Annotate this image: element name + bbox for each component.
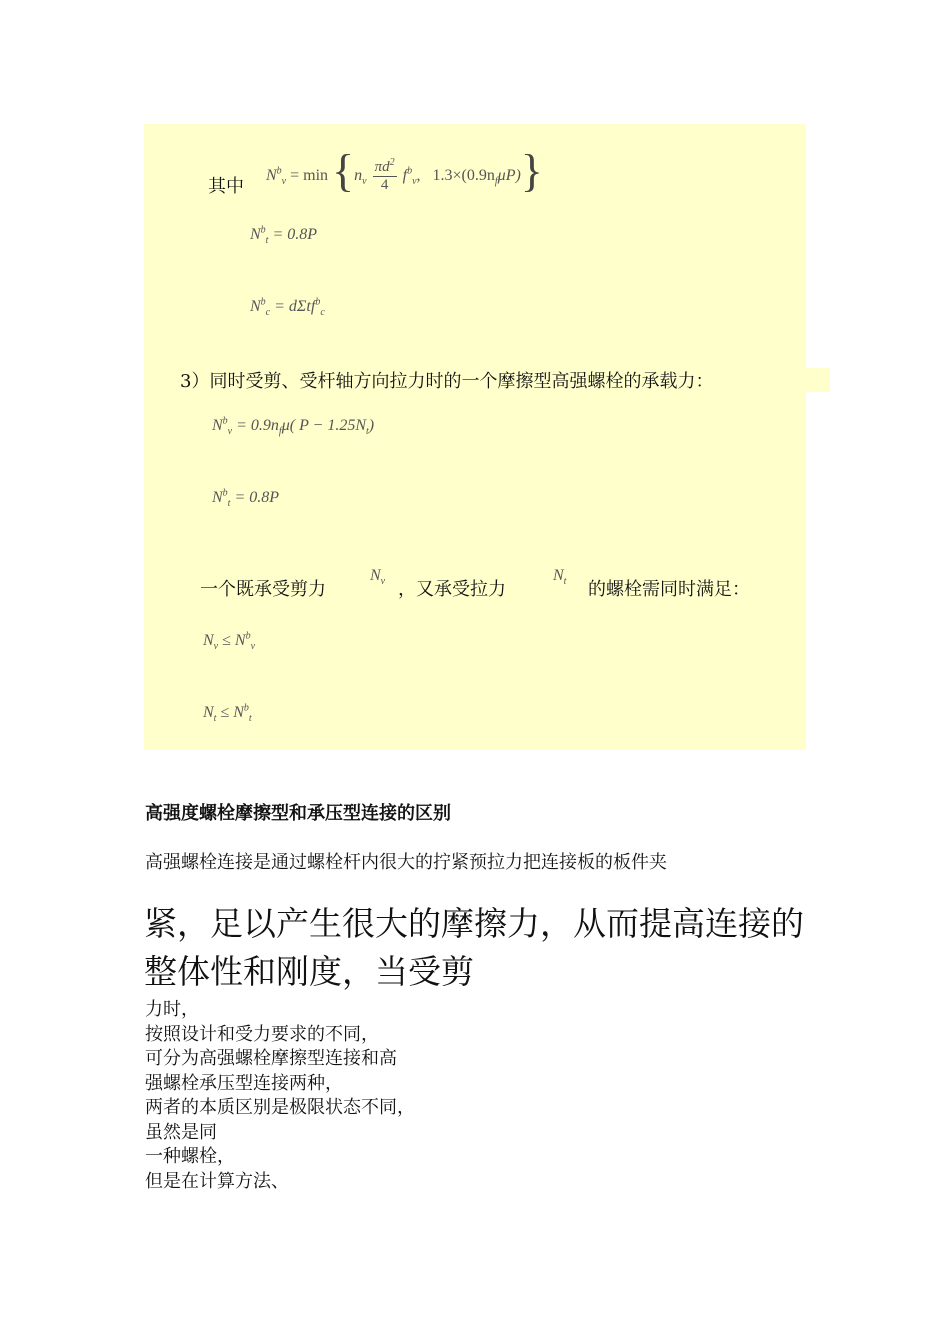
inequality-nv: $N_v \le N^b_v$	[203, 630, 256, 653]
body-line: 一种螺栓，	[145, 1146, 235, 1167]
condition-symbol-nt: $N_t$	[553, 567, 567, 588]
paragraph-line-1: 高强螺栓连接是通过螺栓杆内很大的拧紧预拉力把连接板的板件夹	[145, 852, 667, 873]
formula-nv-min: $N^b_v = \min \{n_v$ $\frac{\pi d^2}{4}$ $f^b_v$, $1.3\times(0.9n_f\mu P)$}	[266, 145, 543, 196]
body-line: 按照设计和受力要求的不同，	[145, 1023, 379, 1045]
section-heading: 高强度螺栓摩擦型和承压型连接的区别	[145, 803, 451, 824]
intro-label: 其中	[208, 176, 244, 197]
formula-nt-1: $N^b_t = 0.8P$	[250, 224, 318, 247]
formula-box	[144, 124, 806, 750]
large-text-block: 紧，足以产生很大的摩擦力，从而提高连接的整体性和刚度，当受剪	[144, 904, 804, 991]
formula-nv-2: $N^b_v = 0.9n_f\mu$( $P - 1.25N_t$)	[212, 415, 375, 438]
condition-text-1: 一个既承受剪力	[200, 579, 326, 600]
body-line: 两者的本质区别是极限状态不同，	[145, 1097, 415, 1118]
section-3-title: 3）同时受剪、受杆轴方向拉力时的一个摩擦型高强螺栓的承载力：	[180, 371, 714, 392]
formula-nt-2: $N^b_t = 0.8P$	[212, 487, 280, 510]
highlight-overflow	[806, 368, 830, 392]
body-lines	[145, 998, 415, 1194]
body-line: 强螺栓承压型连接两种，	[145, 1072, 343, 1094]
body-line: 但是在计算方法、	[145, 1170, 289, 1192]
condition-text-3: 的螺栓需同时满足：	[588, 579, 750, 600]
formula-nc: $N^b_c = d\Sigma tf^b_c$	[250, 296, 325, 319]
condition-text-2: ，又承受拉力	[398, 579, 506, 600]
body-line: 可分为高强螺栓摩擦型连接和高	[145, 1048, 397, 1069]
body-line: 力时，	[145, 999, 199, 1020]
body-line: 虽然是同	[145, 1121, 217, 1143]
condition-symbol-nv: $N_v$	[370, 567, 386, 588]
inequality-nt: $N_t \le N^b_t$	[203, 702, 252, 725]
